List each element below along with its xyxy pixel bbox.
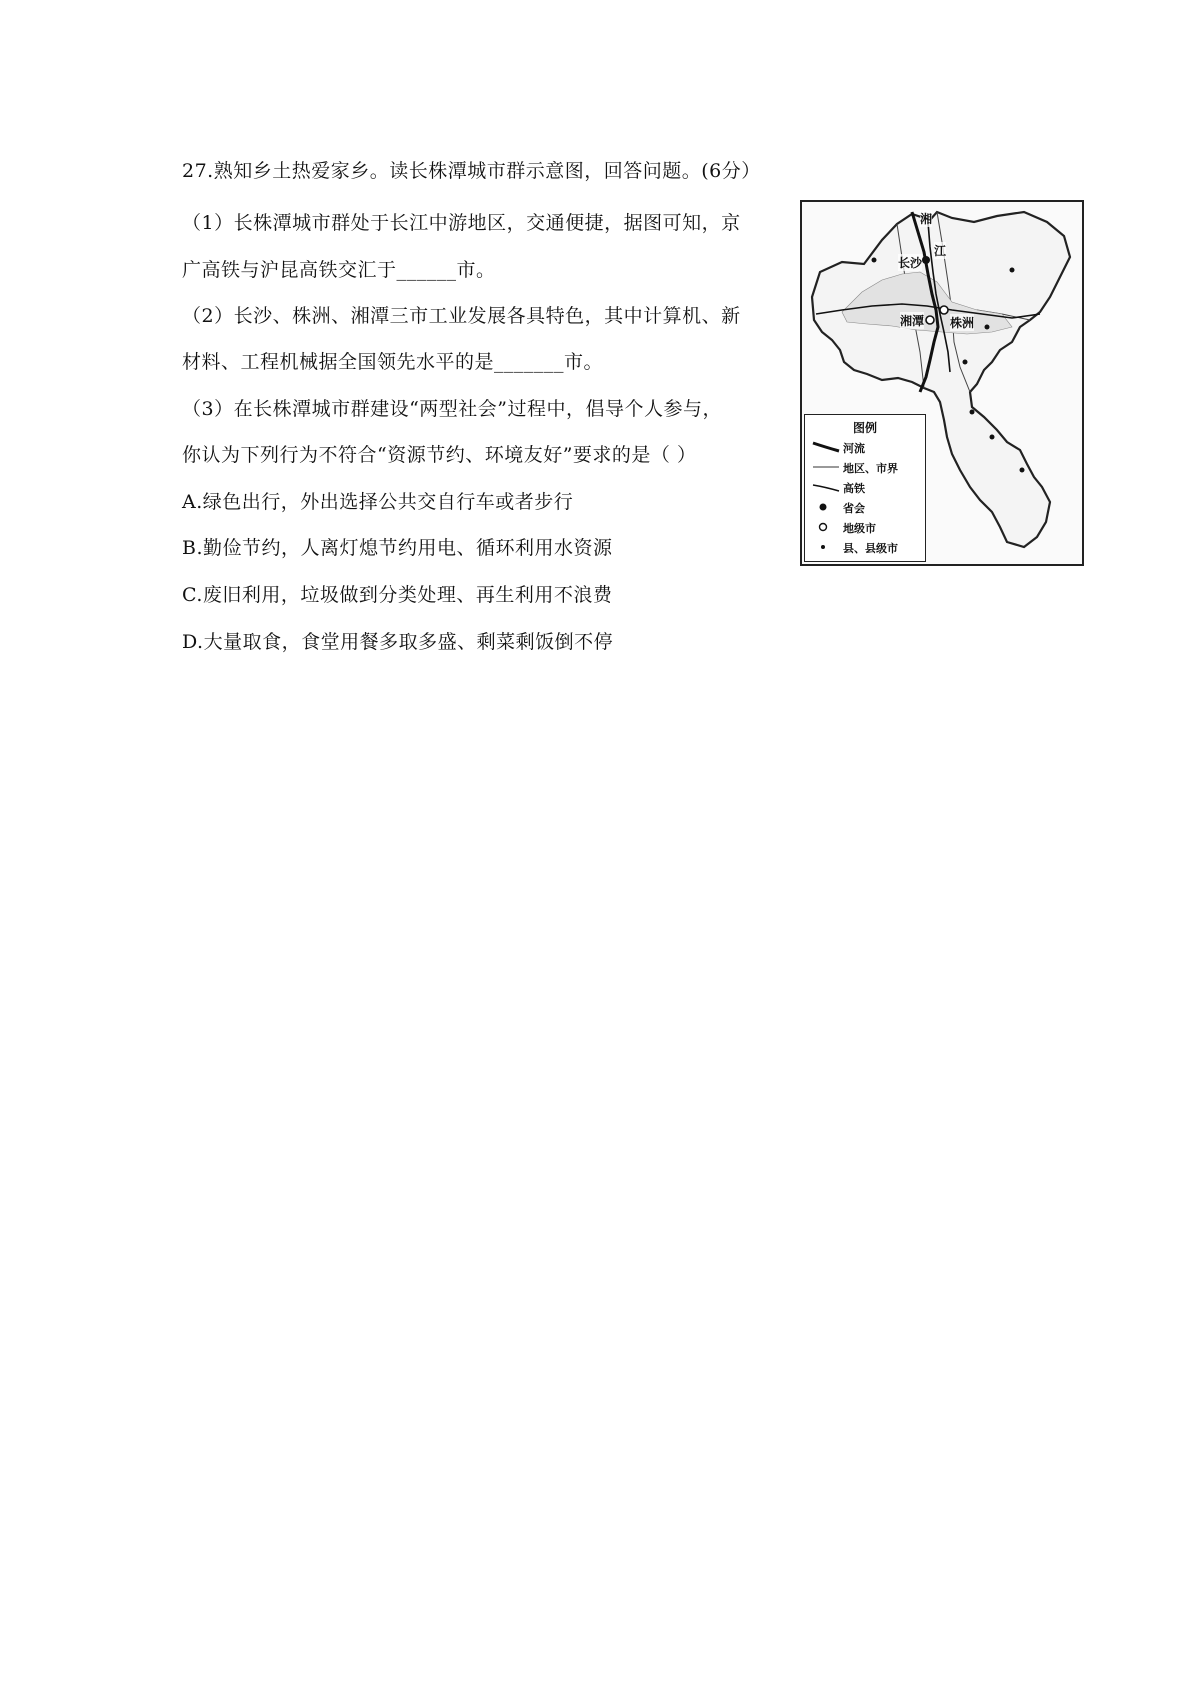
option-a: A.绿色出行，外出选择公共交自行车或者步行 — [182, 491, 574, 513]
option-c: C.废旧利用，垃圾做到分类处理、再生利用不浪费 — [182, 584, 613, 606]
legend-label: 地区、市界 — [843, 462, 898, 475]
legend-label: 县、县级市 — [843, 542, 898, 555]
zhuzhou-marker — [940, 306, 948, 314]
legend-item-river — [811, 439, 923, 455]
option-b: B.勤俭节约，人离灯熄节约用电、循环利用水资源 — [182, 537, 613, 559]
legend-label: 省会 — [843, 502, 865, 515]
legend-item-boundary — [811, 459, 923, 475]
xiangtan-label: 湘潭 — [900, 314, 925, 328]
legend-label: 河流 — [843, 442, 865, 455]
river-symbol-icon — [811, 439, 841, 455]
county-dot — [985, 325, 990, 330]
county-dot — [970, 410, 975, 415]
legend-label: 高铁 — [843, 482, 865, 495]
prefecture-symbol-icon — [811, 519, 841, 535]
legend-item-county — [811, 539, 923, 555]
county-dot — [1020, 468, 1025, 473]
county-symbol-icon — [811, 539, 841, 555]
changsha-label: 长沙 — [898, 256, 923, 270]
county-dot — [872, 258, 877, 263]
changzhutan-map — [800, 200, 1084, 566]
option-d: D.大量取食，食堂用餐多取多盛、剩菜剩饭倒不停 — [182, 631, 614, 653]
capital-symbol-icon — [811, 499, 841, 515]
county-dot — [1010, 268, 1015, 273]
river-label-top: 湘 — [920, 212, 933, 226]
river-label-mid: 江 — [934, 244, 947, 258]
xiangtan-marker — [926, 316, 934, 324]
legend-item-capital — [811, 499, 923, 515]
boundary-symbol-icon — [811, 459, 841, 475]
question-line-6: 你认为下列行为不符合“资源节约、环境友好”要求的是（ ） — [182, 444, 697, 466]
legend-item-prefecture — [811, 519, 923, 535]
question-line-4: 材料、工程机械据全国领先水平的是_______市。 — [182, 351, 604, 373]
county-dot — [963, 360, 968, 365]
county-dot — [990, 435, 995, 440]
question-line-3: （2）长沙、株洲、湘潭三市工业发展各具特色，其中计算机、新 — [182, 305, 741, 327]
legend-label: 地级市 — [843, 522, 876, 535]
question-line-1: （1）长株潭城市群处于长江中游地区，交通便捷，据图可知，京 — [182, 212, 741, 234]
railway-symbol-icon — [811, 479, 841, 495]
question-line-5: （3）在长株潭城市群建设“两型社会”过程中，倡导个人参与， — [182, 398, 723, 420]
legend-item-railway — [811, 479, 923, 495]
question-title: 27.熟知乡土热爱家乡。读长株潭城市群示意图，回答问题。(6分） — [182, 160, 761, 182]
map-legend — [804, 414, 926, 562]
changsha-marker — [922, 256, 930, 264]
legend-title: 图例 — [853, 421, 878, 435]
question-line-2: 广高铁与沪昆高铁交汇于______市。 — [182, 259, 496, 281]
zhuzhou-label: 株洲 — [950, 316, 975, 330]
